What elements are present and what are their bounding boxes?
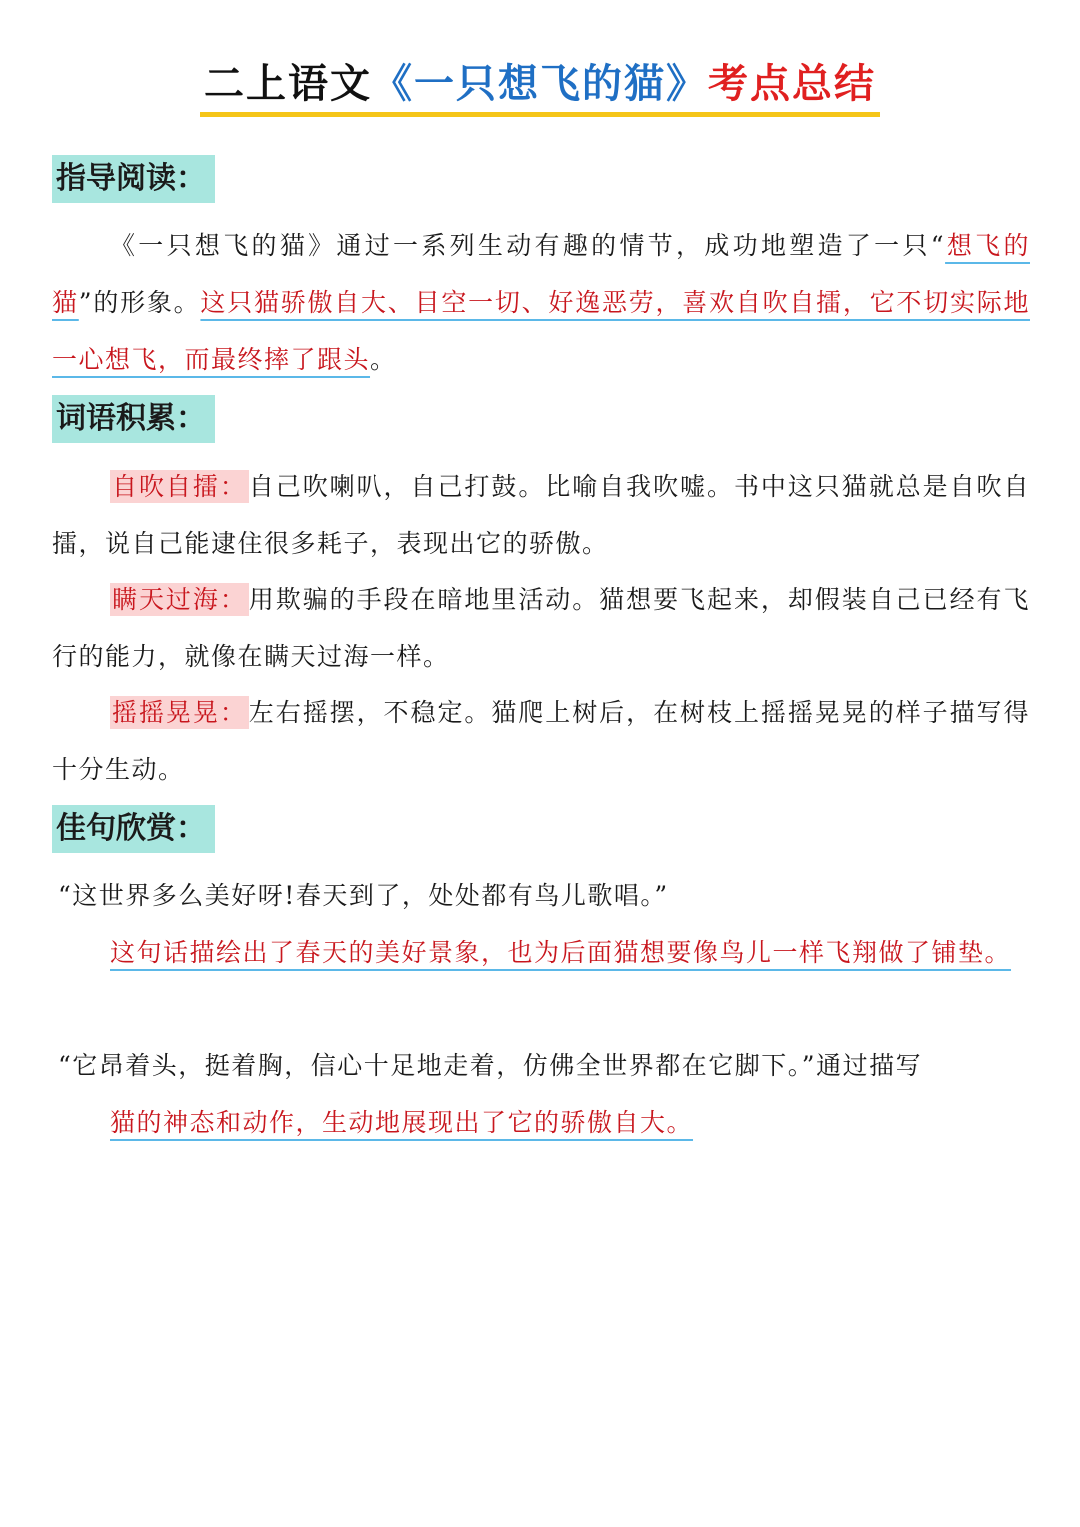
title-part-summary: 考点总结 xyxy=(708,61,876,107)
title-bar xyxy=(0,58,1080,117)
guide-highlight-image: 想飞的猫 xyxy=(52,231,1030,317)
vocab-definition: 左右摇摆，不稳定。猫爬上树后，在树枝上摇摇晃晃的样子描写得十分生动。 xyxy=(52,698,1030,784)
vocab-term: 摇摇晃晃： xyxy=(112,698,247,727)
vocab-item xyxy=(52,684,1030,798)
section-heading-guide: 指导阅读： xyxy=(52,155,215,203)
vocab-item xyxy=(52,571,1030,685)
vocab-definition: 用欺骗的手段在暗地里活动。猫想要飞起来，却假装自己已经有飞行的能力，就像在瞒天过海一样。 xyxy=(52,585,1030,671)
quote-sentence-1: “这世界多么美好呀!春天到了，处处都有鸟儿歌唱。” xyxy=(58,881,669,910)
quote-comment-1 xyxy=(52,924,1030,981)
quote-comment-2-text: 猫的神态和动作，生动地展现出了它的骄傲自大。 xyxy=(110,1108,694,1137)
quote-comment-1-text: 这句话描绘出了春天的美好景象，也为后面猫想要像鸟儿一样飞翔做了铺垫。 xyxy=(110,938,1012,967)
guide-highlight-traits: 这只猫骄傲自大、目空一切、好逸恶劳，喜欢自吹自擂，它不切实际地一心想飞，而最终摔了跟头 xyxy=(52,288,1030,374)
quote-comment-2 xyxy=(110,1094,1030,1151)
vocab-term: 自吹自擂： xyxy=(112,472,247,501)
vocab-item xyxy=(52,458,1030,572)
vocab-definition: 自己吹喇叭，自己打鼓。比喻自我吹嘘。书中这只猫就总是自吹自擂，说自己能逮住很多耗子，表现出它的骄傲。 xyxy=(52,472,1030,558)
vocab-term: 瞒天过海： xyxy=(112,585,247,614)
title-part-grade: 二上语文 xyxy=(204,61,372,107)
guide-intro: 《一只想飞的猫》通过一系列生动有趣的情节，成功地塑造了一只“ xyxy=(110,231,946,260)
quote-sentence-2: “它昂着头，挺着胸，信心十足地走着，仿佛全世界都在它脚下。”通过描写 xyxy=(58,1051,923,1080)
title-part-lesson: 《一只想飞的猫》 xyxy=(372,61,708,107)
section-heading-sentences: 佳句欣赏： xyxy=(52,805,215,853)
section-heading-vocab: 词语积累： xyxy=(52,395,215,443)
guide-end: 。 xyxy=(370,345,397,374)
guide-paragraph xyxy=(52,217,1030,388)
page-title xyxy=(200,58,880,117)
guide-mid: ”的形象。 xyxy=(78,288,201,317)
